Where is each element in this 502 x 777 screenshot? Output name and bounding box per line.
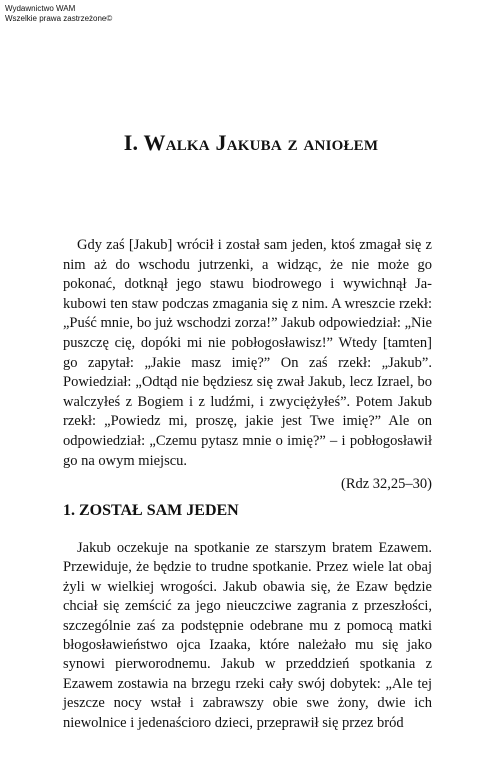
chapter-title: I. Walka Jakuba z aniołem (123, 130, 379, 155)
motto-quote (63, 236, 432, 495)
copyright-notice: Wszelkie prawa zastrzeżone© (5, 14, 113, 23)
motto-text: Gdy zaś [Jakub] wrócił i został sam jeden, ktoś zmagał się z nim aż do wschodu jutrzenki, a widząc, że nie może go pokonać, dotknął jego stawu biodrowego i wywichnął Jakubowi ten staw podczas zmagania się z nim. A wreszcie rzekł: „Puść mnie, bo już wschodzi zorza!” Jakub odpowiedział: „Nie puszczę cię, dopóki mi nie pobłogosławisz!” Wtedy [tamten] go zapytał: „Jakie masz imię?” On zaś rzekł: „Jakub”. Powiedział: „Odtąd nie będziesz się zwał Jakub, lecz Izrael, bo walczyłeś z Bogiem i z ludźmi, i zwyciężyłeś”. Potem Jakub rzekł: „Powiedz mi, proszę, jakie jest Twe imię?” Ale on odpowiedział: „Czemu pytasz mnie o imię?” – i pobłogosławił go na owym miejscu. (63, 237, 432, 469)
publisher-name: Wydawnictwo WAM (5, 4, 76, 13)
section-heading: 1. ZOSTAŁ SAM JEDEN (63, 502, 239, 519)
publisher-notice (5, 4, 112, 24)
body-paragraph: Jakub oczekuje na spotkanie ze starszym bratem Ezawem. Przewiduje, że będzie to trudne spotkanie. Przez wiele lat obaj żyli w wielkiej wrogości. Jakub obawia się, że Ezaw będzie chciał się zemścić za jego nieuczciwe zagrania z przeszłości, szczególnie zaś za podstępnie odebrane mu z pomocą matki błogosławieństwo ojca Izaaka, które należało mu się jako synowi pierworodnemu. Jakub w przeddzień spotkania z Ezawem zostawia na brzegu rzeki cały swój dobytek: „Ale tej jeszcze nocy wstał i zabrawszy obie swe żony, dwie ich niewolnice i jedenaścioro dzieci, przeprawił się przez bród (63, 540, 432, 731)
body-text (63, 539, 432, 733)
motto-citation: (Rdz 32,25–30) (340, 476, 432, 493)
